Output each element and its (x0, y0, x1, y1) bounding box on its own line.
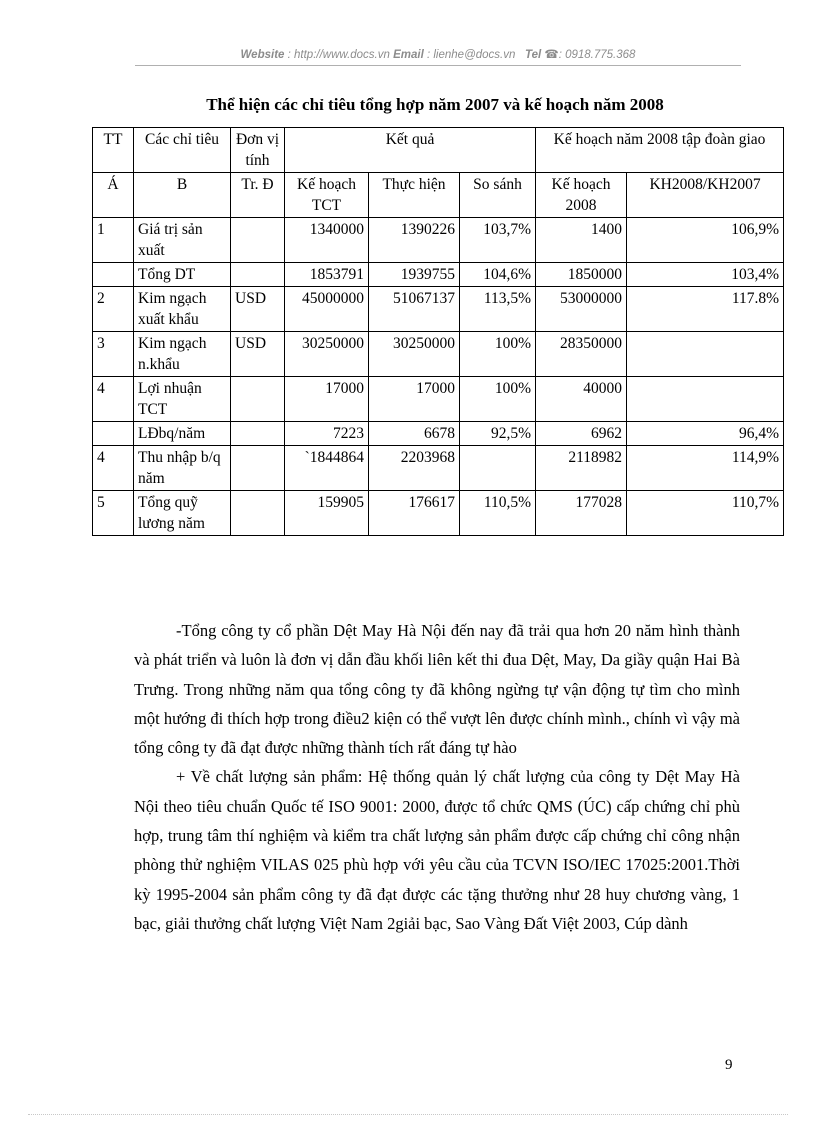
table-cell: 103,4% (627, 263, 784, 287)
table-cell (231, 446, 285, 491)
table-cell: 5 (93, 491, 134, 536)
header-cell: TT (93, 128, 134, 173)
table-cell: 7223 (285, 422, 369, 446)
table-row (93, 263, 784, 287)
table-cell: 1850000 (536, 263, 627, 287)
header-cell: Các chỉ tiêu (134, 128, 231, 173)
paragraph: -Tổng công ty cổ phần Dệt May Hà Nội đến nay đã trải qua hơn 20 năm hình thành và phát triển và luôn là đơn vị dẫn đầu khối liên kết thi đua Dệt, May, Da giầy quận Hai Bà Trưng. Trong những năm qua tổng công ty đã không ngừng tự vận động tự tìm cho mình một hướng đi thích hợp trong điều2 kiện có thể vượt lên được chính mình., chính vì vậy mà tổng công ty đã đạt được những thành tích rất đáng tự hào (134, 621, 740, 758)
table-row (93, 218, 784, 263)
table-row (93, 446, 784, 491)
table-cell: 1340000 (285, 218, 369, 263)
table-cell: 17000 (369, 377, 460, 422)
table-cell (231, 491, 285, 536)
table-title: Thể hiện các chỉ tiêu tổng hợp năm 2007 và kế hoạch năm 2008 (206, 95, 664, 114)
header-row-1 (93, 128, 784, 173)
table-cell: 1939755 (369, 263, 460, 287)
table-cell: 159905 (285, 491, 369, 536)
table-cell: 30250000 (369, 332, 460, 377)
table-cell: Kim ngạch xuất khẩu (134, 287, 231, 332)
table-cell (231, 422, 285, 446)
email-value: lienhe@docs.vn (433, 49, 516, 61)
table-cell: `1844864 (285, 446, 369, 491)
header-cell: Đơn vị tính (231, 128, 285, 173)
table-row (93, 377, 784, 422)
table-cell: 1400 (536, 218, 627, 263)
header-row-2 (93, 173, 784, 218)
header-cell: Kế hoạch năm 2008 tập đoàn giao (536, 128, 784, 173)
table-row (93, 332, 784, 377)
table-cell: 51067137 (369, 287, 460, 332)
table-cell (231, 263, 285, 287)
table-cell: 177028 (536, 491, 627, 536)
table-cell: USD (231, 287, 285, 332)
table-cell (231, 377, 285, 422)
header-cell: Tr. Đ (231, 173, 285, 218)
table-cell: 96,4% (627, 422, 784, 446)
table-cell: Thu nhập b/q năm (134, 446, 231, 491)
page-header (135, 47, 741, 61)
table-cell (93, 263, 134, 287)
table-cell: 1853791 (285, 263, 369, 287)
header-cell: So sánh (460, 173, 536, 218)
table-cell: 106,9% (627, 218, 784, 263)
table-cell: 100% (460, 332, 536, 377)
header-cell: Á (93, 173, 134, 218)
table-cell: 110,5% (460, 491, 536, 536)
table-cell: 1390226 (369, 218, 460, 263)
table-cell: Kim ngạch n.khẩu (134, 332, 231, 377)
table-row (93, 287, 784, 332)
table-row (93, 491, 784, 536)
header-cell: B (134, 173, 231, 218)
table-cell: 30250000 (285, 332, 369, 377)
table-cell: 100% (460, 377, 536, 422)
tel-value: : 0918.775.368 (558, 49, 636, 61)
paragraph: + Về chất lượng sản phẩm: Hệ thống quản lý chất lượng của công ty Dệt May Hà Nội theo tiêu chuẩn Quốc tế ISO 9001: 2000, được tổ chức QMS (ÚC) cấp chứng chỉ phù hợp, trung tâm thí nghiệm và kiểm tra chất lượng sản phẩm được cấp chứng chỉ công nhận phòng thử nghiệm VILAS 025 phù hợp với yêu cầu của TCVN ISO/IEC 17025:2001.Thời kỳ 1995-2004 sản phẩm công ty đã đạt được các tặng thưởng như 28 huy chương vàng, 1 bạc, giải thưởng chất lượng Việt Nam 2giải bạc, Sao Vàng Đất Việt 2003, Cúp dành (134, 767, 740, 933)
table-cell: 92,5% (460, 422, 536, 446)
footer-divider (28, 1114, 788, 1115)
header-cell: Kế hoạch 2008 (536, 173, 627, 218)
table-cell: 103,7% (460, 218, 536, 263)
table-cell: 3 (93, 332, 134, 377)
table-cell: 28350000 (536, 332, 627, 377)
table-row (93, 422, 784, 446)
table-cell: Lợi nhuận TCT (134, 377, 231, 422)
table-cell (627, 332, 784, 377)
table-cell: Tổng quỹ lương năm (134, 491, 231, 536)
table-cell: 2118982 (536, 446, 627, 491)
table-cell: 45000000 (285, 287, 369, 332)
table-cell: 113,5% (460, 287, 536, 332)
header-cell: Kế hoạch TCT (285, 173, 369, 218)
table-cell (231, 218, 285, 263)
table-cell (460, 446, 536, 491)
table-cell: LĐbq/năm (134, 422, 231, 446)
table-cell: 4 (93, 377, 134, 422)
table-cell: 114,9% (627, 446, 784, 491)
table-cell: 104,6% (460, 263, 536, 287)
website-url: http://www.docs.vn (294, 49, 390, 61)
table-cell: 4 (93, 446, 134, 491)
table-cell: 176617 (369, 491, 460, 536)
body-text (134, 616, 740, 938)
table-cell: 110,7% (627, 491, 784, 536)
email-label: Email (393, 49, 424, 61)
website-sep: : (284, 49, 295, 61)
table-cell: 2 (93, 287, 134, 332)
header-cell: Thực hiện (369, 173, 460, 218)
table-cell: 40000 (536, 377, 627, 422)
table-cell: 1 (93, 218, 134, 263)
table-cell (93, 422, 134, 446)
table-cell: 53000000 (536, 287, 627, 332)
header-cell: KH2008/KH2007 (627, 173, 784, 218)
table-cell: 6962 (536, 422, 627, 446)
table-cell: USD (231, 332, 285, 377)
header-divider (135, 65, 741, 66)
tel-label: Tel (524, 49, 542, 61)
table-cell: 17000 (285, 377, 369, 422)
table-cell: 2203968 (369, 446, 460, 491)
table-cell (627, 377, 784, 422)
phone-icon: ☎ (544, 49, 559, 61)
page-number: 9 (725, 1057, 733, 1073)
table-cell: Giá trị sản xuất (134, 218, 231, 263)
email-sep: : (423, 49, 434, 61)
header-cell: Kết quả (285, 128, 536, 173)
summary-table (92, 127, 784, 536)
table-cell: 6678 (369, 422, 460, 446)
table-cell: 117.8% (627, 287, 784, 332)
table-cell: Tổng DT (134, 263, 231, 287)
website-label: Website (240, 49, 285, 61)
